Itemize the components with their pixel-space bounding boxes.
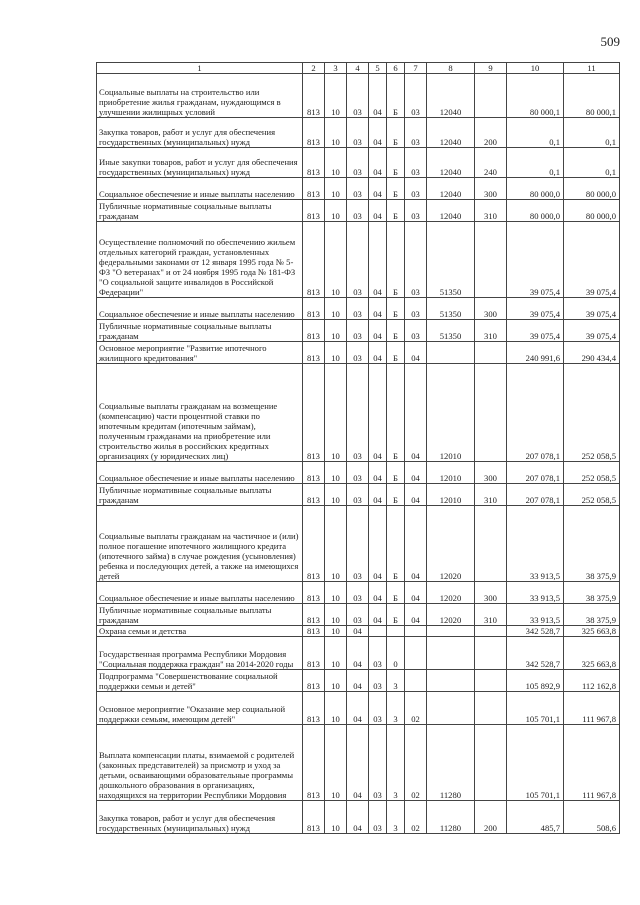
- row-description: Публичные нормативные социальные выплаты гражданам: [97, 320, 303, 342]
- amount-col11: 38 375,9: [564, 506, 620, 582]
- amount-col11: 111 967,8: [564, 725, 620, 801]
- row-description: Публичные нормативные социальные выплаты гражданам: [97, 200, 303, 222]
- amount-col10: 342 528,7: [507, 626, 564, 637]
- header-cell: 9: [475, 63, 507, 74]
- header-cell: 6: [387, 63, 405, 74]
- code-cs1: 04: [369, 604, 387, 626]
- code-gr: 813: [303, 626, 325, 637]
- code-gr: 813: [303, 637, 325, 670]
- row-description: Охрана семьи и детства: [97, 626, 303, 637]
- code-cs3: 04: [405, 484, 427, 506]
- code-rz: 10: [325, 74, 347, 118]
- code-rz: 10: [325, 200, 347, 222]
- code-vr: 310: [475, 604, 507, 626]
- row-description: Социальные выплаты гражданам на возмещение (компенсацию) части процентной ставки по ипотечным кредитам (ипотечным займам), полученным гражданами на приобретение или строительство жилья в российских кредитных организациях (у юридических лиц): [97, 364, 303, 462]
- code-cs2: Б: [387, 462, 405, 484]
- code-cs4: 12040: [427, 118, 475, 148]
- amount-col11: 111 967,8: [564, 692, 620, 725]
- table-row: [97, 801, 620, 834]
- row-description: Осуществление полномочий по обеспечению жильем отдельных категорий граждан, установленных федеральными законами от 12 января 1995 года № 5-ФЗ "О ветеранах" и от 24 ноября 1995 года № 181-ФЗ "О социальной защите инвалидов в Российской Федерации": [97, 222, 303, 298]
- code-rz: 10: [325, 506, 347, 582]
- code-cs4: 12010: [427, 462, 475, 484]
- code-rz: 10: [325, 462, 347, 484]
- code-gr: 813: [303, 801, 325, 834]
- amount-col11: 38 375,9: [564, 582, 620, 604]
- code-vr: [475, 222, 507, 298]
- amount-col11: 508,6: [564, 801, 620, 834]
- table-row: [97, 364, 620, 462]
- code-pr: 03: [347, 582, 369, 604]
- code-vr: [475, 74, 507, 118]
- code-cs3: 03: [405, 178, 427, 200]
- code-cs4: [427, 342, 475, 364]
- code-cs3: 04: [405, 604, 427, 626]
- row-description: Иные закупки товаров, работ и услуг для обеспечения государственных (муниципальных) нужд: [97, 148, 303, 178]
- header-cell: 11: [564, 63, 620, 74]
- code-cs1: 03: [369, 670, 387, 692]
- header-cell: 2: [303, 63, 325, 74]
- code-cs4: 12040: [427, 148, 475, 178]
- code-cs4: 51350: [427, 320, 475, 342]
- amount-col11: 252 058,5: [564, 364, 620, 462]
- code-vr: 300: [475, 582, 507, 604]
- row-description: Государственная программа Республики Мордовия "Социальная поддержка граждан" на 2014-2020 годы: [97, 637, 303, 670]
- code-cs3: 04: [405, 506, 427, 582]
- code-rz: 10: [325, 364, 347, 462]
- code-cs2: Б: [387, 178, 405, 200]
- amount-col10: 485,7: [507, 801, 564, 834]
- code-cs1: 04: [369, 200, 387, 222]
- amount-col11: 325 663,8: [564, 637, 620, 670]
- code-gr: 813: [303, 364, 325, 462]
- code-rz: 10: [325, 692, 347, 725]
- code-cs3: 04: [405, 364, 427, 462]
- row-description: Основное мероприятие "Развитие ипотечного жилищного кредитования": [97, 342, 303, 364]
- amount-col11: 39 075,4: [564, 222, 620, 298]
- code-cs1: [369, 626, 387, 637]
- code-cs4: 12010: [427, 484, 475, 506]
- code-cs2: Б: [387, 298, 405, 320]
- code-cs2: Б: [387, 148, 405, 178]
- code-rz: 10: [325, 725, 347, 801]
- code-rz: 10: [325, 342, 347, 364]
- code-vr: [475, 342, 507, 364]
- table-row: [97, 637, 620, 670]
- code-cs1: 04: [369, 320, 387, 342]
- code-vr: [475, 506, 507, 582]
- code-cs4: [427, 670, 475, 692]
- code-vr: 240: [475, 148, 507, 178]
- page-number: 509: [600, 34, 620, 49]
- header-row: [97, 63, 620, 74]
- code-cs3: 03: [405, 74, 427, 118]
- amount-col10: 342 528,7: [507, 637, 564, 670]
- amount-col11: 325 663,8: [564, 626, 620, 637]
- code-rz: 10: [325, 582, 347, 604]
- code-cs1: 03: [369, 637, 387, 670]
- code-cs4: [427, 626, 475, 637]
- code-gr: 813: [303, 178, 325, 200]
- code-gr: 813: [303, 582, 325, 604]
- code-vr: 310: [475, 320, 507, 342]
- code-pr: 04: [347, 801, 369, 834]
- table-row: [97, 200, 620, 222]
- code-rz: 10: [325, 604, 347, 626]
- code-cs2: Б: [387, 582, 405, 604]
- code-gr: 813: [303, 342, 325, 364]
- code-rz: 10: [325, 670, 347, 692]
- code-cs2: 0: [387, 637, 405, 670]
- row-description: Социальные выплаты гражданам на частичное и (или) полное погашение ипотечного жилищного кредита (ипотечного займа) в случае рождения (усыновления) ребенка и последующих детей, а также на имеющихся детей: [97, 506, 303, 582]
- code-rz: 10: [325, 118, 347, 148]
- code-cs1: 04: [369, 364, 387, 462]
- code-cs3: 04: [405, 462, 427, 484]
- row-description: Выплата компенсации платы, взимаемой с родителей (законных представителей) за присмотр и уход за детьми, осваивающими образовательные программы дошкольного образования в организациях, находящихся на территории Республики Мордовия: [97, 725, 303, 801]
- table-row: [97, 692, 620, 725]
- row-description: Социальное обеспечение и иные выплаты населению: [97, 178, 303, 200]
- code-cs3: 03: [405, 200, 427, 222]
- code-pr: 03: [347, 506, 369, 582]
- code-cs2: Б: [387, 342, 405, 364]
- code-rz: 10: [325, 320, 347, 342]
- code-pr: 03: [347, 320, 369, 342]
- code-pr: 03: [347, 462, 369, 484]
- code-gr: 813: [303, 670, 325, 692]
- table-row: [97, 582, 620, 604]
- code-pr: 04: [347, 670, 369, 692]
- code-rz: 10: [325, 484, 347, 506]
- code-cs2: Б: [387, 364, 405, 462]
- code-rz: 10: [325, 148, 347, 178]
- code-vr: [475, 637, 507, 670]
- code-cs2: [387, 626, 405, 637]
- amount-col11: 252 058,5: [564, 484, 620, 506]
- amount-col11: 80 000,0: [564, 178, 620, 200]
- row-description: Социальное обеспечение и иные выплаты населению: [97, 298, 303, 320]
- amount-col10: 105 892,9: [507, 670, 564, 692]
- table-row: [97, 74, 620, 118]
- code-gr: 813: [303, 298, 325, 320]
- code-cs2: Б: [387, 222, 405, 298]
- code-pr: 03: [347, 222, 369, 298]
- code-cs4: 12020: [427, 582, 475, 604]
- code-cs4: [427, 637, 475, 670]
- code-gr: 813: [303, 692, 325, 725]
- amount-col10: 39 075,4: [507, 320, 564, 342]
- row-description: Социальные выплаты на строительство или приобретение жилья гражданам, нуждающимся в улучшении жилищных условий: [97, 74, 303, 118]
- code-cs1: 03: [369, 801, 387, 834]
- code-pr: 04: [347, 725, 369, 801]
- code-gr: 813: [303, 462, 325, 484]
- code-vr: [475, 692, 507, 725]
- table-row: [97, 626, 620, 637]
- code-gr: 813: [303, 484, 325, 506]
- code-vr: 300: [475, 178, 507, 200]
- code-cs1: 04: [369, 222, 387, 298]
- code-cs3: 03: [405, 118, 427, 148]
- code-rz: 10: [325, 298, 347, 320]
- amount-col10: 33 913,5: [507, 506, 564, 582]
- table-row: [97, 222, 620, 298]
- header-cell: 8: [427, 63, 475, 74]
- code-cs4: 12010: [427, 364, 475, 462]
- code-pr: 03: [347, 342, 369, 364]
- code-cs1: 04: [369, 506, 387, 582]
- code-cs2: Б: [387, 118, 405, 148]
- amount-col10: 39 075,4: [507, 298, 564, 320]
- header-cell: 1: [97, 63, 303, 74]
- row-description: Социальное обеспечение и иные выплаты населению: [97, 462, 303, 484]
- table-row: [97, 148, 620, 178]
- header-cell: 5: [369, 63, 387, 74]
- code-cs3: 02: [405, 801, 427, 834]
- code-vr: [475, 626, 507, 637]
- code-cs3: 03: [405, 320, 427, 342]
- code-cs2: Б: [387, 74, 405, 118]
- table-row: [97, 604, 620, 626]
- code-cs4: 51350: [427, 222, 475, 298]
- row-description: Закупка товаров, работ и услуг для обеспечения государственных (муниципальных) нужд: [97, 801, 303, 834]
- code-cs1: 04: [369, 148, 387, 178]
- code-pr: 03: [347, 178, 369, 200]
- code-pr: 03: [347, 484, 369, 506]
- code-vr: 200: [475, 801, 507, 834]
- code-cs4: 12040: [427, 178, 475, 200]
- code-pr: 04: [347, 637, 369, 670]
- code-vr: [475, 364, 507, 462]
- table-row: [97, 506, 620, 582]
- code-cs1: 04: [369, 582, 387, 604]
- table-row: [97, 298, 620, 320]
- code-cs1: 04: [369, 118, 387, 148]
- amount-col10: 80 000,1: [507, 74, 564, 118]
- code-pr: 03: [347, 200, 369, 222]
- code-cs4: 12040: [427, 200, 475, 222]
- code-cs2: Б: [387, 320, 405, 342]
- amount-col11: 252 058,5: [564, 462, 620, 484]
- code-vr: 300: [475, 462, 507, 484]
- code-cs1: 04: [369, 178, 387, 200]
- code-cs4: 12020: [427, 506, 475, 582]
- code-cs4: 11280: [427, 801, 475, 834]
- code-cs2: 3: [387, 670, 405, 692]
- code-vr: [475, 670, 507, 692]
- amount-col11: 39 075,4: [564, 298, 620, 320]
- code-cs1: 04: [369, 462, 387, 484]
- row-description: Основное мероприятие "Оказание мер социальной поддержки семьям, имеющим детей": [97, 692, 303, 725]
- table-row: [97, 342, 620, 364]
- code-cs2: 3: [387, 801, 405, 834]
- code-cs3: 03: [405, 148, 427, 178]
- table-row: [97, 118, 620, 148]
- code-pr: 04: [347, 626, 369, 637]
- amount-col10: 80 000,0: [507, 200, 564, 222]
- code-pr: 03: [347, 364, 369, 462]
- code-cs4: 12020: [427, 604, 475, 626]
- budget-table: [96, 62, 620, 834]
- code-pr: 03: [347, 148, 369, 178]
- code-gr: 813: [303, 118, 325, 148]
- code-cs2: 3: [387, 692, 405, 725]
- code-cs4: [427, 692, 475, 725]
- code-vr: [475, 725, 507, 801]
- table-row: [97, 462, 620, 484]
- code-cs3: 03: [405, 298, 427, 320]
- amount-col10: 0,1: [507, 148, 564, 178]
- amount-col11: 0,1: [564, 148, 620, 178]
- code-cs4: 11280: [427, 725, 475, 801]
- table-row: [97, 178, 620, 200]
- amount-col11: 290 434,4: [564, 342, 620, 364]
- row-description: Публичные нормативные социальные выплаты гражданам: [97, 604, 303, 626]
- code-vr: 200: [475, 118, 507, 148]
- amount-col10: 33 913,5: [507, 604, 564, 626]
- amount-col11: 112 162,8: [564, 670, 620, 692]
- code-cs1: 03: [369, 725, 387, 801]
- code-cs3: [405, 670, 427, 692]
- code-cs4: 12040: [427, 74, 475, 118]
- code-cs2: Б: [387, 506, 405, 582]
- code-vr: 300: [475, 298, 507, 320]
- code-cs3: [405, 626, 427, 637]
- amount-col10: 33 913,5: [507, 582, 564, 604]
- row-description: Социальное обеспечение и иные выплаты населению: [97, 582, 303, 604]
- code-cs1: 03: [369, 692, 387, 725]
- code-gr: 813: [303, 506, 325, 582]
- code-cs3: [405, 637, 427, 670]
- code-cs1: 04: [369, 484, 387, 506]
- amount-col10: 0,1: [507, 118, 564, 148]
- code-cs3: 04: [405, 582, 427, 604]
- code-gr: 813: [303, 725, 325, 801]
- amount-col10: 80 000,0: [507, 178, 564, 200]
- amount-col10: 105 701,1: [507, 692, 564, 725]
- code-gr: 813: [303, 320, 325, 342]
- code-gr: 813: [303, 222, 325, 298]
- table-row: [97, 320, 620, 342]
- code-gr: 813: [303, 200, 325, 222]
- code-cs2: 3: [387, 725, 405, 801]
- code-cs4: 51350: [427, 298, 475, 320]
- table-row: [97, 670, 620, 692]
- amount-col11: 39 075,4: [564, 320, 620, 342]
- code-rz: 10: [325, 801, 347, 834]
- amount-col11: 80 000,1: [564, 74, 620, 118]
- code-cs3: 02: [405, 692, 427, 725]
- code-vr: 310: [475, 200, 507, 222]
- code-pr: 03: [347, 604, 369, 626]
- code-cs3: 02: [405, 725, 427, 801]
- code-pr: 04: [347, 692, 369, 725]
- amount-col11: 80 000,0: [564, 200, 620, 222]
- code-gr: 813: [303, 148, 325, 178]
- table-row: [97, 484, 620, 506]
- amount-col11: 38 375,9: [564, 604, 620, 626]
- amount-col10: 240 991,6: [507, 342, 564, 364]
- code-pr: 03: [347, 298, 369, 320]
- code-cs2: Б: [387, 200, 405, 222]
- code-cs2: Б: [387, 604, 405, 626]
- code-cs2: Б: [387, 484, 405, 506]
- code-rz: 10: [325, 637, 347, 670]
- header-cell: 7: [405, 63, 427, 74]
- amount-col10: 39 075,4: [507, 222, 564, 298]
- row-description: Подпрограмма "Совершенствование социальной поддержки семьи и детей": [97, 670, 303, 692]
- header-cell: 4: [347, 63, 369, 74]
- row-description: Публичные нормативные социальные выплаты гражданам: [97, 484, 303, 506]
- header-cell: 10: [507, 63, 564, 74]
- code-gr: 813: [303, 604, 325, 626]
- code-cs3: 03: [405, 222, 427, 298]
- table-row: [97, 725, 620, 801]
- amount-col10: 207 078,1: [507, 484, 564, 506]
- code-cs1: 04: [369, 298, 387, 320]
- amount-col10: 105 701,1: [507, 725, 564, 801]
- row-description: Закупка товаров, работ и услуг для обеспечения государственных (муниципальных) нужд: [97, 118, 303, 148]
- code-gr: 813: [303, 74, 325, 118]
- amount-col10: 207 078,1: [507, 462, 564, 484]
- code-pr: 03: [347, 74, 369, 118]
- code-vr: 310: [475, 484, 507, 506]
- code-cs1: 04: [369, 342, 387, 364]
- header-cell: 3: [325, 63, 347, 74]
- code-cs3: 04: [405, 342, 427, 364]
- amount-col10: 207 078,1: [507, 364, 564, 462]
- code-rz: 10: [325, 626, 347, 637]
- code-rz: 10: [325, 222, 347, 298]
- code-cs1: 04: [369, 74, 387, 118]
- amount-col11: 0,1: [564, 118, 620, 148]
- code-pr: 03: [347, 118, 369, 148]
- code-rz: 10: [325, 178, 347, 200]
